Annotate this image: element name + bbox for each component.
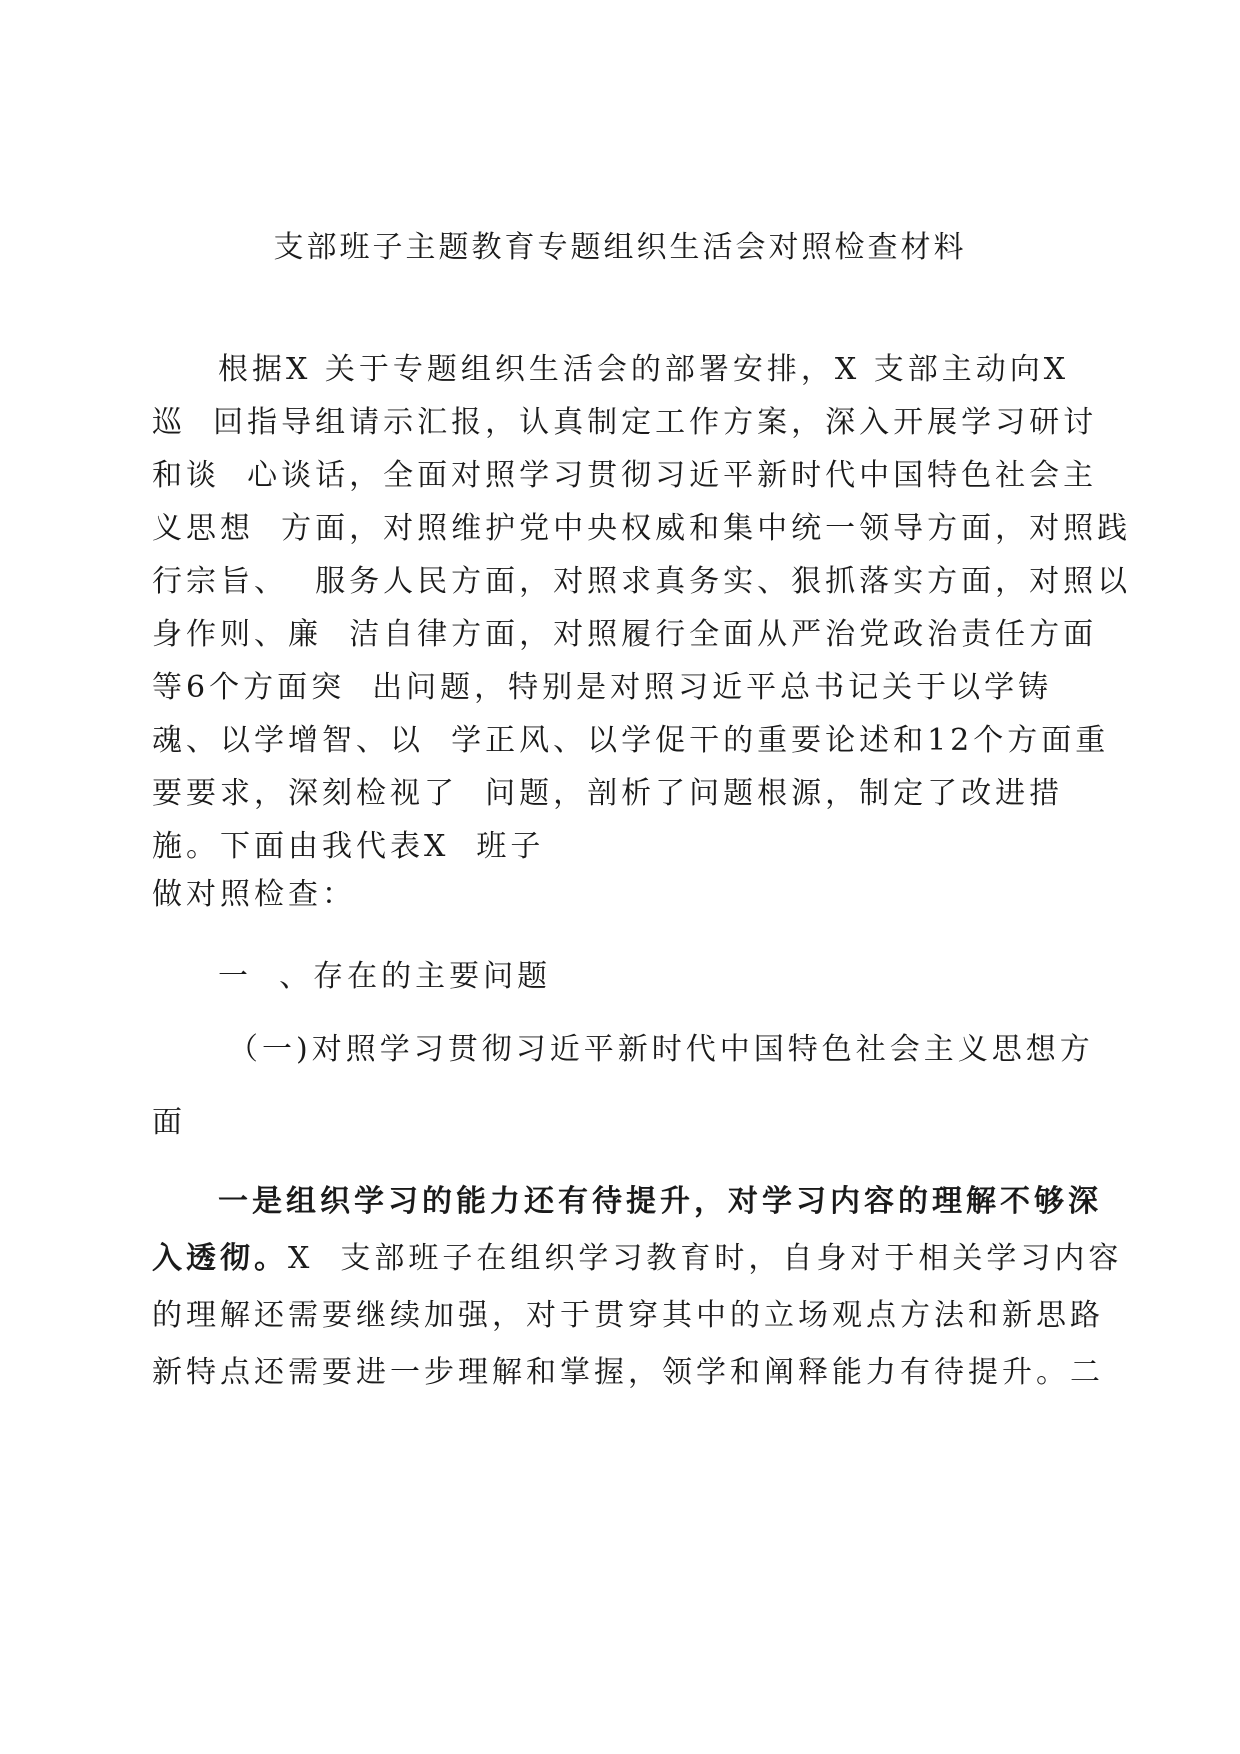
point-line: 新特点还需要进一步理解和掌握，领学和阐释能力有待提升。二 [152, 1355, 1104, 1390]
section-heading: 一 、存在的主要问题 [218, 959, 552, 994]
intro-line: 施。下面由我代表X 班子 [152, 829, 545, 864]
intro-line: 义思想 方面，对照维护党中央权威和集中统一领导方面，对照践 [152, 511, 1132, 546]
subsection-heading-cont: 面 [152, 1105, 186, 1140]
intro-line: 巡 回指导组请示汇报，认真制定工作方案，深入开展学习研讨 [152, 405, 1098, 440]
intro-line: 身作则、廉 洁自律方面，对照履行全面从严治党政治责任方面 [152, 617, 1098, 652]
document-title: 支部班子主题教育专题组织生活会对照检查材料 [273, 230, 967, 265]
intro-line: 等6个方面突 出问题，特别是对照习近平总书记关于以学铸 [152, 670, 1053, 705]
point-line [152, 1239, 1122, 1279]
point-heading-cont: 入透彻。 [152, 1241, 288, 1276]
intro-line: 根据X 关于专题组织生活会的部署安排，X 支部主动向X [218, 352, 1070, 387]
point-line: 的理解还需要继续加强，对于贯穿其中的立场观点方法和新思路 [152, 1298, 1104, 1333]
intro-line: 行宗旨、 服务人民方面，对照求真务实、狠抓落实方面，对照以 [152, 564, 1132, 599]
intro-line: 做对照检查： [152, 877, 356, 912]
intro-line: 和谈 心谈话，全面对照学习贯彻习近平新时代中国特色社会主 [152, 458, 1098, 493]
intro-line: 魂、以学增智、以 学正风、以学促干的重要论述和12个方面重 [152, 723, 1110, 758]
point-heading: 一是组织学习的能力还有待提升，对学习内容的理解不够深 [218, 1184, 1102, 1219]
intro-line: 要要求，深刻检视了 问题，剖析了问题根源，制定了改进措 [152, 776, 1064, 811]
subsection-heading: （一)对照学习贯彻习近平新时代中国特色社会主义思想方 [228, 1032, 1094, 1067]
point-text: X 支部班子在组织学习教育时，自身对于相关学习内容 [288, 1241, 1123, 1276]
